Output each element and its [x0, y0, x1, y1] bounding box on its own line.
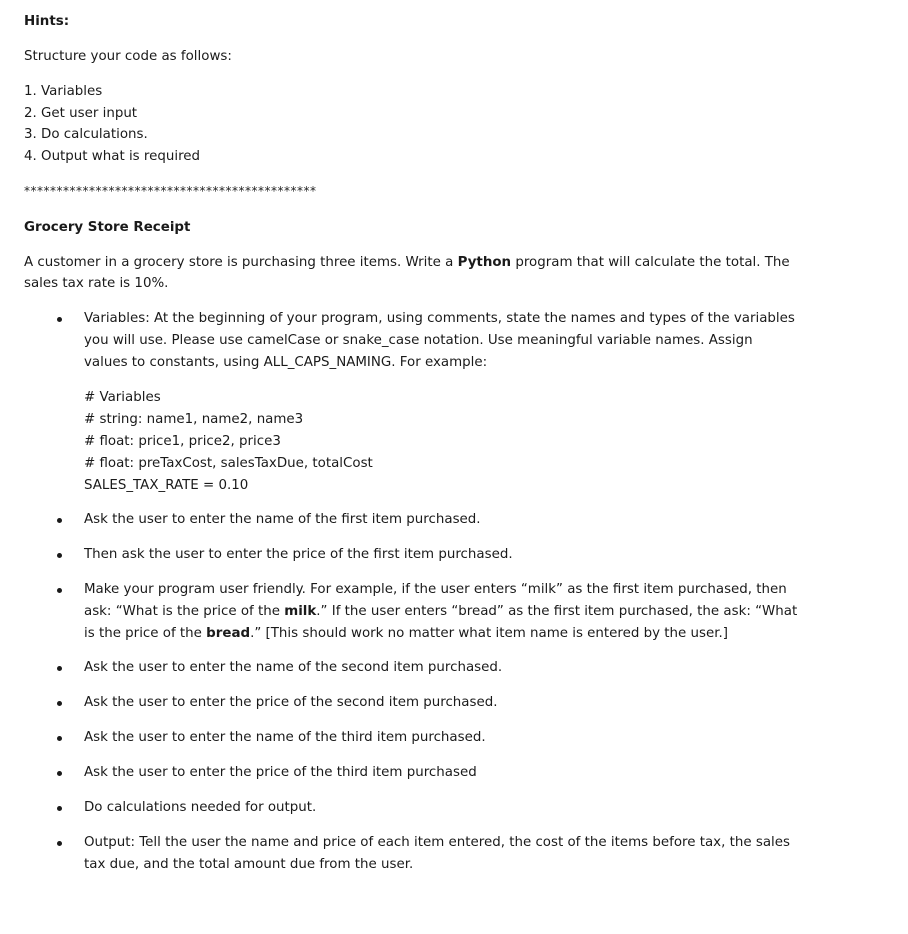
bullet-dot — [57, 841, 62, 846]
friendly-line3-post: .” [This should work no matter what item name is entered by the user.] — [250, 626, 728, 641]
code-line-2: # string: name1, name2, name3 — [84, 412, 304, 427]
friendly-line2 — [84, 601, 797, 623]
variables-line2: you will use. Please use camelCase or snake_case notation. Use meaningful variable names. Assign — [84, 333, 753, 348]
bullet-first-item-name: Ask the user to enter the name of the first item purchased. — [84, 512, 481, 527]
bullet-dot — [57, 588, 62, 593]
code-line-3: # float: price1, price2, price3 — [84, 434, 281, 449]
code-line-1: # Variables — [84, 390, 161, 405]
variables-line3: values to constants, using ALL_CAPS_NAMING. For example: — [84, 355, 488, 370]
intro-text-post: program that will calculate the total. The — [511, 255, 790, 270]
friendly-line3 — [84, 623, 728, 645]
intro-text-pre: A customer in a grocery store is purchasing three items. Write a — [24, 255, 458, 270]
bullet-dot — [57, 518, 62, 523]
code-line-4: # float: preTaxCost, salesTaxDue, totalCost — [84, 456, 373, 471]
friendly-milk: milk — [284, 604, 317, 619]
separator-line: ********************************************* — [24, 184, 317, 198]
bullet-calculations: Do calculations needed for output. — [84, 800, 317, 815]
bullet-dot — [57, 771, 62, 776]
friendly-line3-pre: is the price of the — [84, 626, 207, 641]
output-line2: tax due, and the total amount due from the user. — [84, 857, 414, 872]
bullet-third-item-name: Ask the user to enter the name of the third item purchased. — [84, 730, 486, 745]
variables-line1: Variables: At the beginning of your program, using comments, state the names and types of the variables — [84, 311, 795, 326]
hints-heading: Hints: — [24, 14, 70, 29]
friendly-line2-pre: ask: “What is the price of the — [84, 604, 285, 619]
bullet-dot — [57, 553, 62, 558]
hints-step-2: 2. Get user input — [24, 106, 138, 121]
hints-step-1: 1. Variables — [24, 84, 103, 99]
friendly-line2-post: .” If the user enters “bread” as the first item purchased, the ask: “What — [316, 604, 798, 619]
hints-step-3: 3. Do calculations. — [24, 127, 148, 142]
hints-step-4: 4. Output what is required — [24, 149, 201, 164]
assignment-title: Grocery Store Receipt — [24, 220, 191, 235]
bullet-dot — [57, 666, 62, 671]
friendly-line1: Make your program user friendly. For example, if the user enters “milk” as the first item purchased, then — [84, 582, 787, 597]
bullet-second-item-price: Ask the user to enter the price of the second item purchased. — [84, 695, 498, 710]
hints-intro: Structure your code as follows: — [24, 49, 232, 64]
code-line-5: SALES_TAX_RATE = 0.10 — [84, 478, 249, 493]
bullet-second-item-name: Ask the user to enter the name of the second item purchased. — [84, 660, 503, 675]
bullet-dot — [57, 701, 62, 706]
bullet-dot — [57, 736, 62, 741]
bullet-first-item-price: Then ask the user to enter the price of the first item purchased. — [84, 547, 513, 562]
bullet-dot — [57, 806, 62, 811]
assignment-intro-line2: sales tax rate is 10%. — [24, 276, 169, 291]
friendly-bread: bread — [206, 626, 251, 641]
bullet-dot — [57, 317, 62, 322]
bullet-third-item-price: Ask the user to enter the price of the third item purchased — [84, 765, 477, 780]
assignment-intro-line1 — [24, 252, 790, 274]
intro-text-python: Python — [457, 255, 512, 270]
output-line1: Output: Tell the user the name and price of each item entered, the cost of the items before tax, the sales — [84, 835, 790, 850]
